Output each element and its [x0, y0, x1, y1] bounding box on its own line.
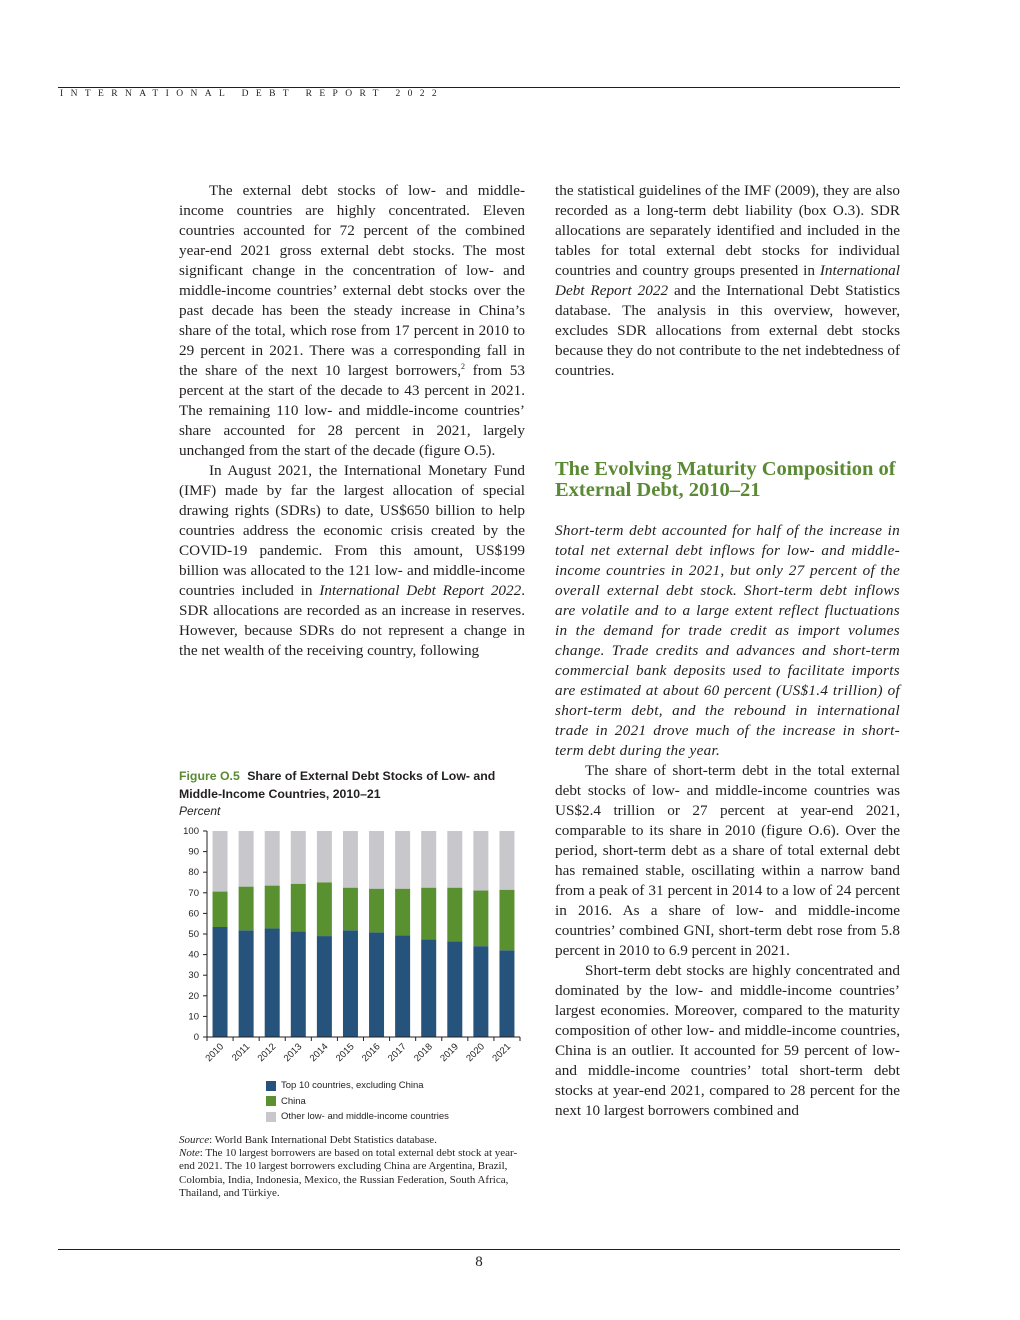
bar-segment-other-2021 — [499, 831, 514, 890]
chart-legend — [266, 1078, 449, 1125]
y-tick-label: 90 — [188, 846, 199, 858]
y-axis — [183, 826, 207, 1043]
figure-note: Note: The 10 largest borrowers are based on total external debt stock at year-end 2021. The 10 largest borrowers excluding China are Argentina, Brazil, Colombia, India, Indonesia, Mexico, the Russian Federation, South Africa, Thailand, and Türkiye. — [179, 1147, 518, 1199]
paragraph-sdr: In August 2021, the International Monetary Fund (IMF) made by far the largest allocation of special drawing rights (SDRs) to date, US$650 billion to help countries address the economic crisis created by the COVID-19 pandemic. From this amount, US$199 billion was allocated to the 121 low- and middle-income countries included in International Debt Report 2022. SDR allocations are recorded as an increase in reserves. However, because SDRs do not represent a change in the net wealth of the receiving country, following — [179, 462, 526, 659]
footer-rule — [58, 1249, 900, 1250]
legend-item-top10: Top 10 countries, excluding China — [266, 1078, 449, 1094]
paragraph-sdr-continued: the statistical guidelines of the IMF (2009), they are also recorded as a long-term debt liability (box O.3). SDR allocations are separately identified and included in the tables for total external debt stocks for individual countries and country groups presented in International Debt Report 2022 and the International Debt Statistics database. The analysis in this overview, however, excludes SDR allocations from external debt stocks because they do not contribute to the net indebtedness of countries. — [555, 182, 900, 379]
legend-swatch-china — [266, 1096, 276, 1106]
bar-segment-other-2011 — [239, 831, 254, 887]
figure-title-text: Share of External Debt Stocks of Low- and Middle-Income Countries, 2010–21 — [179, 769, 496, 801]
page-number: 8 — [475, 1254, 483, 1270]
figure-notes — [179, 1134, 519, 1200]
legend-swatch-top10 — [266, 1081, 276, 1091]
bar-segment-top10-2018 — [421, 939, 436, 1037]
legend-item-other: Other low- and middle-income countries — [266, 1109, 449, 1125]
x-tick-label: 2010 — [203, 1041, 227, 1065]
x-tick-label: 2017 — [386, 1041, 409, 1065]
bar-segment-china-2016 — [369, 889, 384, 933]
bar-segment-china-2017 — [395, 889, 410, 936]
bar-segment-top10-2020 — [473, 946, 488, 1037]
figure-source: Source: World Bank International Debt Statistics database. — [179, 1134, 437, 1146]
paragraph-concentration: The external debt stocks of low- and middle-income countries are highly concentrated. Eleven countries accounted for 72 percent of the combined year-end 2021 gross external debt stocks. The most significant change in the concentration of low- and middle-income countries’ external debt stocks over the past decade has been the steady increase in China’s share of the total, which rose from 17 percent in 2010 to 29 percent in 2021. There was a corresponding fall in the share of the next 10 largest borrowers,$^2$ from 53 percent at the start of the decade to 43 percent in 2021. The remaining 110 low- and middle-income countries’ share accounted for 28 percent in 2021, largely unchanged from the start of the decade (figure O.5). — [179, 182, 525, 459]
figure-title — [179, 767, 509, 803]
bar-segment-china-2021 — [499, 890, 514, 951]
y-tick-label: 0 — [193, 1032, 199, 1043]
bars — [213, 831, 515, 1037]
bar-segment-china-2010 — [213, 892, 228, 927]
y-tick-label: 80 — [188, 867, 199, 879]
right-column-top — [555, 181, 900, 381]
bar-segment-china-2012 — [265, 886, 280, 929]
x-tick-label: 2018 — [412, 1041, 435, 1065]
x-tick-label: 2020 — [464, 1041, 487, 1065]
bar-segment-china-2020 — [473, 891, 488, 947]
stacked-bar-chart — [170, 822, 530, 1077]
bar-segment-other-2016 — [369, 831, 384, 889]
bar-segment-china-2015 — [343, 888, 358, 931]
bar-segment-other-2013 — [291, 831, 306, 884]
running-head: INTERNATIONAL DEBT REPORT 2022 — [60, 89, 445, 99]
section-heading: The Evolving Maturity Composition of External Debt, 2010–21 — [555, 458, 896, 501]
x-tick-label: 2012 — [255, 1041, 279, 1065]
bar-segment-china-2013 — [291, 884, 306, 932]
y-tick-label: 40 — [188, 949, 199, 961]
x-tick-label: 2021 — [490, 1041, 514, 1065]
bar-segment-top10-2014 — [317, 936, 332, 1037]
bar-segment-other-2017 — [395, 831, 410, 889]
bar-segment-other-2010 — [213, 831, 228, 892]
bar-segment-top10-2017 — [395, 935, 410, 1037]
legend-swatch-other — [266, 1112, 276, 1122]
right-column-section — [555, 521, 900, 1121]
paragraph-short-term-concentration: Short-term debt stocks are highly concentrated and dominated by the low- and middle-income countries’ largest economies. Moreover, compared to the maturity composition of other low- and middle-income countries, China is an outlier. It accounted for 59 percent of low- and middle-income countries’ total short-term debt stocks at year-end 2021, compared to 28 percent for the next 10 largest borrowers combined and — [555, 962, 900, 1119]
bar-segment-top10-2021 — [499, 950, 514, 1037]
bar-segment-other-2012 — [265, 831, 280, 886]
bar-segment-top10-2012 — [265, 928, 280, 1037]
legend-item-china: China — [266, 1094, 449, 1110]
bar-segment-china-2018 — [421, 888, 436, 940]
bar-segment-china-2019 — [447, 888, 462, 942]
y-tick-label: 30 — [188, 970, 199, 982]
y-tick-label: 60 — [188, 908, 199, 920]
y-tick-label: 10 — [188, 1011, 199, 1023]
bar-segment-top10-2019 — [447, 941, 462, 1037]
report-title-italic: International Debt Report 2022 — [555, 262, 900, 299]
x-tick-label: 2011 — [230, 1041, 253, 1064]
paragraph-short-term-share: The share of short-term debt in the total external debt stocks of low- and middle-income countries was US$2.4 trillion or 27 percent at year-end 2021, comparable to its share in 2010 (figure O.6). Over the period, short-term debt as a share of total external debt has remained stable, oscillating within a narrow band from a peak of 31 percent in 2014 to a low of 24 percent in 2016. As a share of low- and middle-income countries’ combined GNI, short-term debt rose from 5.8 percent in 2010 to 6.9 percent in 2021. — [555, 762, 900, 959]
figure-number: Figure O.5 — [179, 769, 240, 783]
y-tick-label: 70 — [188, 887, 199, 899]
y-tick-label: 20 — [188, 990, 199, 1002]
x-tick-label: 2013 — [281, 1041, 305, 1065]
y-tick-label: 50 — [188, 929, 199, 940]
x-tick-label: 2019 — [438, 1041, 461, 1065]
bar-segment-other-2018 — [421, 831, 436, 888]
footnote-ref[interactable]: 2 — [461, 361, 466, 371]
bar-segment-china-2014 — [317, 882, 332, 936]
bar-segment-china-2011 — [239, 887, 254, 931]
bar-segment-top10-2011 — [239, 930, 254, 1037]
y-tick-label: 100 — [183, 826, 199, 837]
bar-segment-other-2019 — [447, 831, 462, 888]
x-axis — [203, 1037, 520, 1064]
bar-segment-top10-2015 — [343, 930, 358, 1037]
bar-segment-top10-2016 — [369, 932, 384, 1037]
x-tick-label: 2015 — [333, 1041, 357, 1065]
bar-segment-other-2020 — [473, 831, 488, 891]
lead-paragraph: Short-term debt accounted for half of the increase in total net external debt inflows for low- and middle-income countries in 2021, but only 27 percent of the overall external debt stock. Short-term debt inflows are volatile and to a large extent reflect fluctuations in the demand for trade credit as import volumes change. Trade credits and advances and short-term commercial bank deposits used to facilitate imports are estimated at about 60 percent (US$1.4 trillion) of short-term debt, and the rebound in international trade in 2021 drove much of the increase in short-term debt during the year. — [555, 522, 900, 759]
x-tick-label: 2014 — [307, 1041, 331, 1065]
x-tick-label: 2016 — [359, 1041, 383, 1065]
bar-segment-top10-2013 — [291, 931, 306, 1037]
header-rule — [58, 87, 900, 88]
bar-segment-other-2015 — [343, 831, 358, 888]
report-title-italic: International Debt Report 2022 — [319, 582, 522, 599]
bar-segment-other-2014 — [317, 831, 332, 882]
bar-segment-top10-2010 — [213, 927, 228, 1037]
left-column — [179, 181, 525, 661]
figure-unit: Percent — [179, 804, 221, 818]
